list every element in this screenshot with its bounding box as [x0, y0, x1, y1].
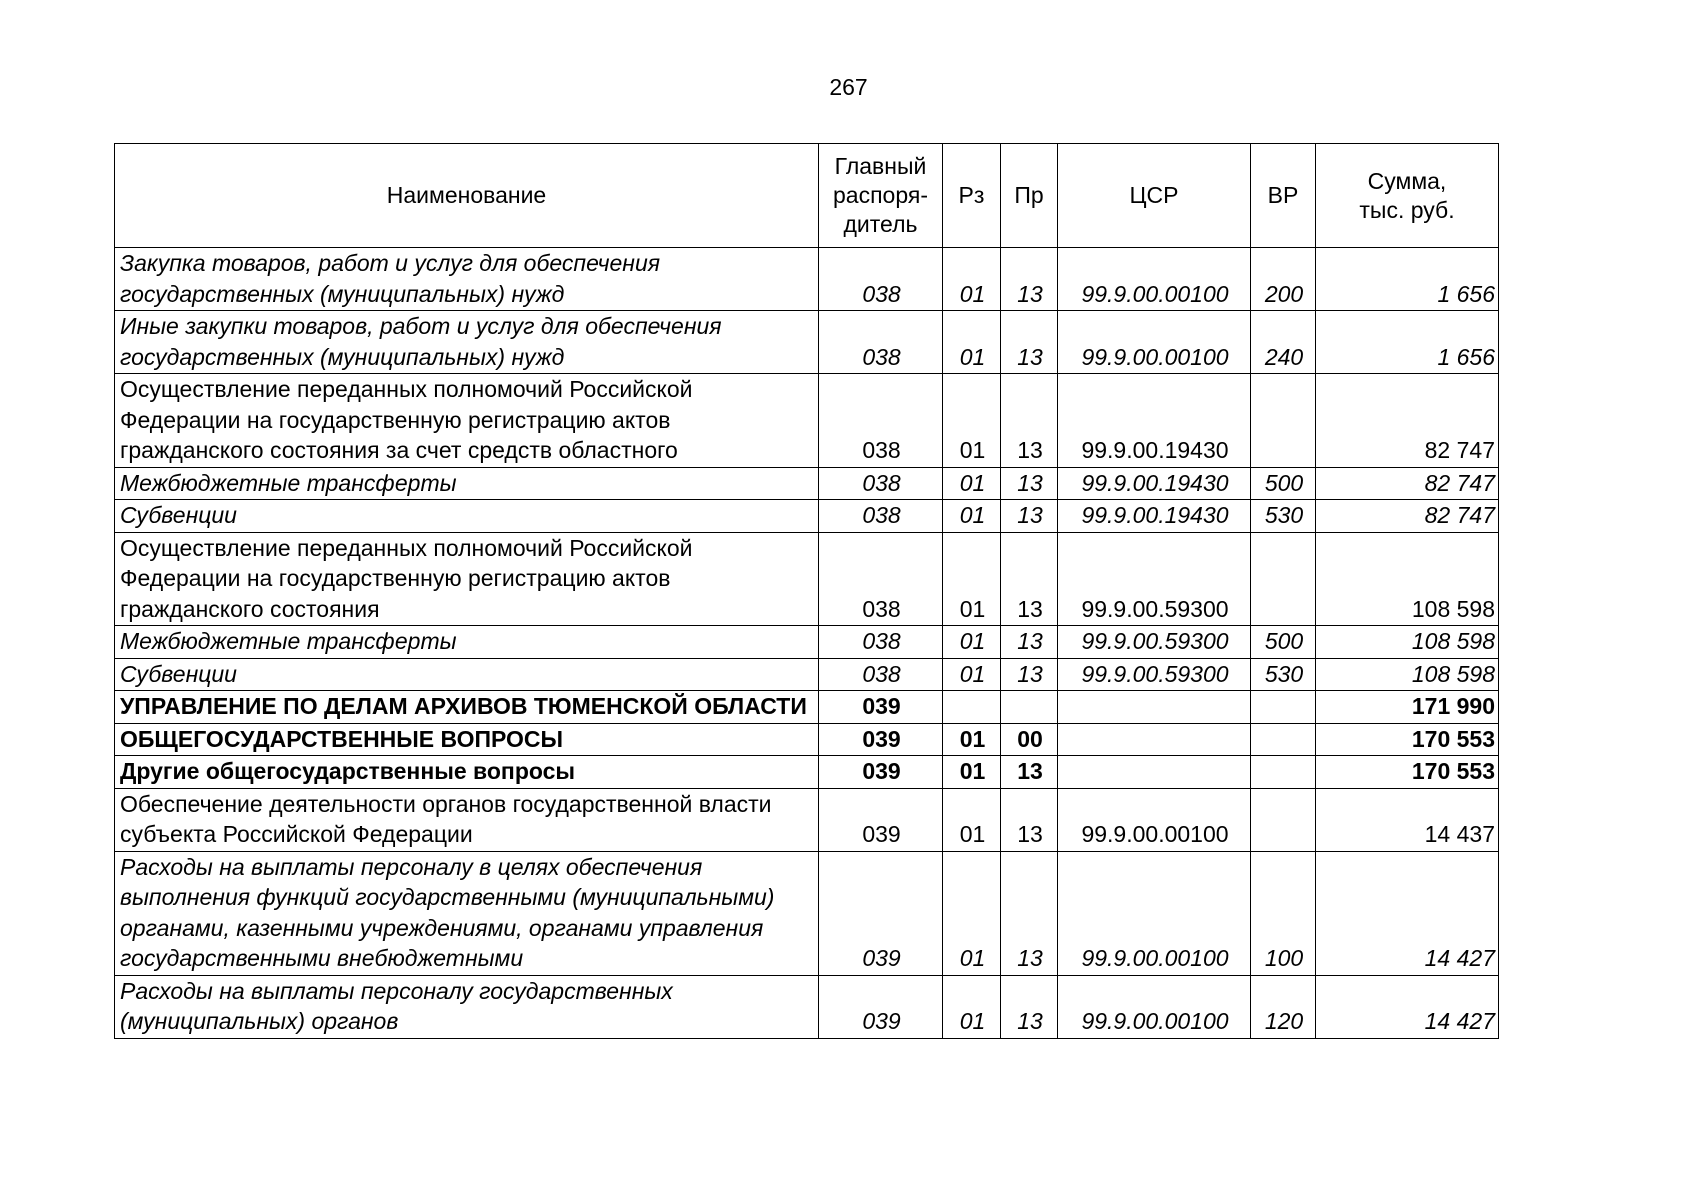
- header-name: Наименование: [115, 144, 819, 248]
- row-rz-cell: 01: [943, 851, 1001, 975]
- row-sum-cell: 1 656: [1316, 248, 1499, 311]
- row-csr-cell: 99.9.00.59300: [1058, 626, 1251, 659]
- row-csr-cell: 99.9.00.59300: [1058, 532, 1251, 626]
- row-glavny-cell: 039: [819, 723, 943, 756]
- row-name-cell: Иные закупки товаров, работ и услуг для обеспечения государственных (муниципальных) нужд: [115, 311, 819, 374]
- page-number: 267: [829, 74, 868, 100]
- row-rz-cell: 01: [943, 658, 1001, 691]
- row-rz-cell: 01: [943, 374, 1001, 468]
- row-pr-cell: 13: [1001, 626, 1058, 659]
- table-row: [115, 788, 1499, 851]
- row-csr-cell: [1058, 723, 1251, 756]
- row-name-cell: Расходы на выплаты персоналу в целях обеспечения выполнения функций государственными (муниципальными) органами, казенными учреждениями, органами управления государственными внебюджетными: [115, 851, 819, 975]
- table-row: [115, 658, 1499, 691]
- row-csr-cell: [1058, 756, 1251, 789]
- row-rz-cell: 01: [943, 756, 1001, 789]
- row-glavny-cell: 039: [819, 756, 943, 789]
- row-glavny-cell: 038: [819, 467, 943, 500]
- row-pr-cell: 13: [1001, 467, 1058, 500]
- row-rz-cell: 01: [943, 248, 1001, 311]
- row-sum-cell: 171 990: [1316, 691, 1499, 724]
- row-csr-cell: [1058, 691, 1251, 724]
- row-csr-cell: 99.9.00.00100: [1058, 851, 1251, 975]
- row-pr-cell: 13: [1001, 756, 1058, 789]
- row-pr-cell: 00: [1001, 723, 1058, 756]
- row-sum-cell: 108 598: [1316, 658, 1499, 691]
- row-name-cell: Другие общегосударственные вопросы: [115, 756, 819, 789]
- header-pr: Пр: [1001, 144, 1058, 248]
- row-sum-cell: 14 427: [1316, 975, 1499, 1038]
- row-csr-cell: 99.9.00.00100: [1058, 248, 1251, 311]
- row-glavny-cell: 038: [819, 311, 943, 374]
- row-rz-cell: 01: [943, 723, 1001, 756]
- row-csr-cell: 99.9.00.59300: [1058, 658, 1251, 691]
- table-row: [115, 851, 1499, 975]
- row-glavny-cell: 038: [819, 374, 943, 468]
- row-vr-cell: 530: [1251, 500, 1316, 533]
- table-row: [115, 532, 1499, 626]
- row-vr-cell: [1251, 788, 1316, 851]
- row-glavny-cell: 038: [819, 626, 943, 659]
- row-sum-cell: 82 747: [1316, 500, 1499, 533]
- row-pr-cell: 13: [1001, 658, 1058, 691]
- row-glavny-cell: 038: [819, 248, 943, 311]
- row-csr-cell: 99.9.00.19430: [1058, 467, 1251, 500]
- row-rz-cell: 01: [943, 500, 1001, 533]
- row-name-cell: Межбюджетные трансферты: [115, 626, 819, 659]
- row-pr-cell: 13: [1001, 532, 1058, 626]
- header-rz: Рз: [943, 144, 1001, 248]
- row-sum-cell: 82 747: [1316, 374, 1499, 468]
- row-sum-cell: 14 437: [1316, 788, 1499, 851]
- table-row: [115, 975, 1499, 1038]
- row-glavny-cell: 038: [819, 532, 943, 626]
- row-vr-cell: [1251, 723, 1316, 756]
- row-name-cell: Осуществление переданных полномочий Российской Федерации на государственную регистрацию актов гражданского состояния: [115, 532, 819, 626]
- row-csr-cell: 99.9.00.19430: [1058, 374, 1251, 468]
- table-row: [115, 248, 1499, 311]
- row-csr-cell: 99.9.00.19430: [1058, 500, 1251, 533]
- table-row: [115, 374, 1499, 468]
- row-glavny-cell: 039: [819, 788, 943, 851]
- row-name-cell: ОБЩЕГОСУДАРСТВЕННЫЕ ВОПРОСЫ: [115, 723, 819, 756]
- row-csr-cell: 99.9.00.00100: [1058, 788, 1251, 851]
- header-sum: Сумма, тыс. руб.: [1316, 144, 1499, 248]
- row-vr-cell: 500: [1251, 467, 1316, 500]
- row-vr-cell: 500: [1251, 626, 1316, 659]
- row-pr-cell: 13: [1001, 500, 1058, 533]
- table-row: [115, 723, 1499, 756]
- row-vr-cell: [1251, 532, 1316, 626]
- row-name-cell: Межбюджетные трансферты: [115, 467, 819, 500]
- row-sum-cell: 1 656: [1316, 311, 1499, 374]
- table-row: [115, 500, 1499, 533]
- row-pr-cell: 13: [1001, 311, 1058, 374]
- table-header-row: [115, 144, 1499, 248]
- row-vr-cell: [1251, 691, 1316, 724]
- row-glavny-cell: 038: [819, 658, 943, 691]
- row-glavny-cell: 039: [819, 975, 943, 1038]
- row-vr-cell: [1251, 374, 1316, 468]
- table-row: [115, 626, 1499, 659]
- row-name-cell: Осуществление переданных полномочий Российской Федерации на государственную регистрацию актов гражданского состояния за счет средств областного: [115, 374, 819, 468]
- row-name-cell: УПРАВЛЕНИЕ ПО ДЕЛАМ АРХИВОВ ТЮМЕНСКОЙ ОБЛАСТИ: [115, 691, 819, 724]
- row-glavny-cell: 039: [819, 691, 943, 724]
- row-glavny-cell: 039: [819, 851, 943, 975]
- row-rz-cell: 01: [943, 788, 1001, 851]
- row-vr-cell: 240: [1251, 311, 1316, 374]
- row-name-cell: Расходы на выплаты персоналу государственных (муниципальных) органов: [115, 975, 819, 1038]
- row-name-cell: Субвенции: [115, 500, 819, 533]
- row-name-cell: Обеспечение деятельности органов государственной власти субъекта Российской Федерации: [115, 788, 819, 851]
- row-sum-cell: 170 553: [1316, 756, 1499, 789]
- row-rz-cell: 01: [943, 532, 1001, 626]
- row-sum-cell: 14 427: [1316, 851, 1499, 975]
- row-pr-cell: [1001, 691, 1058, 724]
- budget-table: [114, 143, 1499, 1039]
- header-glavny: Главный распоря- дитель: [819, 144, 943, 248]
- row-rz-cell: 01: [943, 975, 1001, 1038]
- table-row: [115, 691, 1499, 724]
- row-pr-cell: 13: [1001, 248, 1058, 311]
- row-rz-cell: 01: [943, 626, 1001, 659]
- row-pr-cell: 13: [1001, 851, 1058, 975]
- row-rz-cell: 01: [943, 467, 1001, 500]
- table-row: [115, 311, 1499, 374]
- row-pr-cell: 13: [1001, 374, 1058, 468]
- row-sum-cell: 108 598: [1316, 532, 1499, 626]
- row-vr-cell: 120: [1251, 975, 1316, 1038]
- row-pr-cell: 13: [1001, 788, 1058, 851]
- row-glavny-cell: 038: [819, 500, 943, 533]
- row-name-cell: Субвенции: [115, 658, 819, 691]
- row-vr-cell: 530: [1251, 658, 1316, 691]
- row-vr-cell: 100: [1251, 851, 1316, 975]
- row-csr-cell: 99.9.00.00100: [1058, 975, 1251, 1038]
- header-vr: ВР: [1251, 144, 1316, 248]
- header-csr: ЦСР: [1058, 144, 1251, 248]
- row-vr-cell: 200: [1251, 248, 1316, 311]
- row-name-cell: Закупка товаров, работ и услуг для обеспечения государственных (муниципальных) нужд: [115, 248, 819, 311]
- row-rz-cell: 01: [943, 311, 1001, 374]
- row-rz-cell: [943, 691, 1001, 724]
- row-sum-cell: 82 747: [1316, 467, 1499, 500]
- table-row: [115, 756, 1499, 789]
- row-pr-cell: 13: [1001, 975, 1058, 1038]
- row-vr-cell: [1251, 756, 1316, 789]
- row-csr-cell: 99.9.00.00100: [1058, 311, 1251, 374]
- row-sum-cell: 108 598: [1316, 626, 1499, 659]
- row-sum-cell: 170 553: [1316, 723, 1499, 756]
- table-row: [115, 467, 1499, 500]
